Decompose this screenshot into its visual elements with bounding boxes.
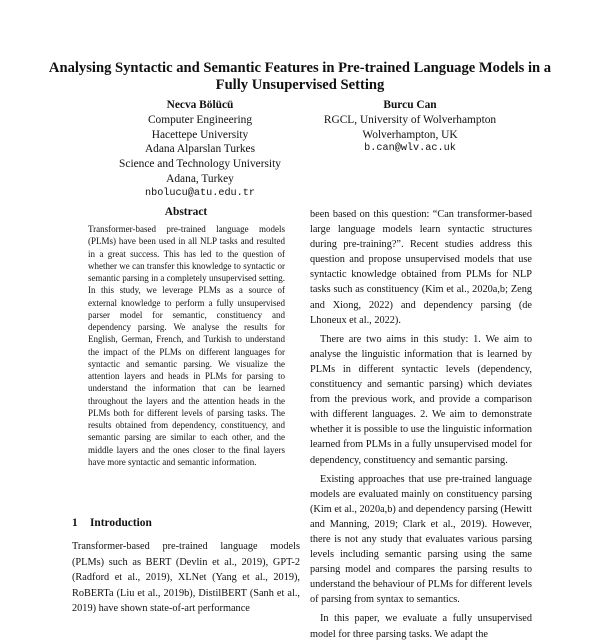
- affiliation-line: Hacettepe University: [151, 128, 249, 141]
- section-heading: [72, 517, 300, 529]
- body-paragraph: There are two aims in this study: 1. We aim to analyse the linguistic information that is learned by PLMs in different syntactic levels (dependency, constituency and semantic parsing) which deviates from the previous work, and provide a comparison with different languages. 2. We aim to demonstrate whether it is possible to use the linguistic information learned from PLMs in a fully unsupervised model for dependency, constituency and semantic parsing.: [310, 333, 532, 466]
- right-column: [310, 207, 532, 642]
- author-name: Necva Bölücü: [166, 99, 234, 111]
- body-paragraph: Existing approaches that use pre-trained language models are evaluated mainly on constituency parsing (Kim et al., 2020a,b) and dependency parsing (Hewitt and Manning, 2019; Clark et al., 2019). However, there is not any study that evaluates various parsing levels including semantic parsing using the same parsing model and compares the parsing results to understand the behaviour of PLMs for different levels of parsing from syntax to semantics.: [310, 473, 532, 606]
- affiliation-line: Computer Engineering: [147, 113, 253, 126]
- author-email: b.can@wlv.ac.uk: [364, 143, 456, 155]
- section-title: Introduction: [90, 517, 152, 529]
- section-number: 1: [72, 517, 78, 529]
- abstract-text: Transformer-based pre-trained language models (PLMs) have been used in all NLP tasks and resulted in a great success. This has led to the question of whether we can transfer this knowledge to syntactic or semantic parsing in a completely unsupervised setting. In this study, we leverage PLMs as a source of external knowledge to perform a fully unsupervised parser model for semantic, constituency and dependency parsing. We analyse the results for English, German, French, and Turkish to understand the impact of the PLMs on different languages for syntactic and semantic parsing. We visualize the attention layers and heads in PLMs for parsing to understand the information that can be learned throughout the layers and the attention heads in the PLMs both for different levels of parsing tasks. The results obtained from dependency, constituency, and semantic parsing are similar to each other, and the middle layers and the ones closer to the final layers have more syntactic and semantic information.: [88, 224, 285, 467]
- affiliation-line: Adana, Turkey: [166, 172, 234, 185]
- abstract-heading: Abstract: [164, 206, 208, 218]
- body-paragraph: In this paper, we evaluate a fully unsupervised model for three parsing tasks. We adapt the: [310, 613, 532, 640]
- author-block-2: [320, 98, 500, 157]
- paper-title: Analysing Syntactic and Semantic Features in Pre-trained Language Models in a Fully Unsupervised Setting: [48, 60, 552, 93]
- body-paragraph: been based on this question: “Can transformer-based large language models learn syntactic structures during pre-training?”. Recent studies address this question and propose unsupervised models that use syntactic knowledge obtained from PLMs for NLP tasks such as constituency (Kim et al., 2020a,b; Zeng and Xiong, 2022) and dependency parsing (de Lhoneux et al., 2022).: [310, 209, 532, 326]
- intro-paragraph: Transformer-based pre-trained language models (PLMs) such as BERT (Devlin et al., 2019), GPT-2 (Radford et al., 2019), XLNet (Yang et al., 2019), RoBERTa (Liu et al., 2019b), DistilBERT (Sanh et al., 2019) have shown state-of-art performance: [72, 541, 300, 614]
- author-block-1: [85, 98, 315, 202]
- affiliation-line: RGCL, University of Wolverhampton: [323, 113, 497, 126]
- author-email: nbolucu@atu.edu.tr: [144, 187, 256, 199]
- affiliation-line: Adana Alparslan Turkes: [144, 143, 256, 156]
- affiliation-line: Wolverhampton, UK: [362, 128, 458, 141]
- affiliation-line: Science and Technology University: [119, 158, 281, 171]
- author-name: Burcu Can: [383, 99, 437, 111]
